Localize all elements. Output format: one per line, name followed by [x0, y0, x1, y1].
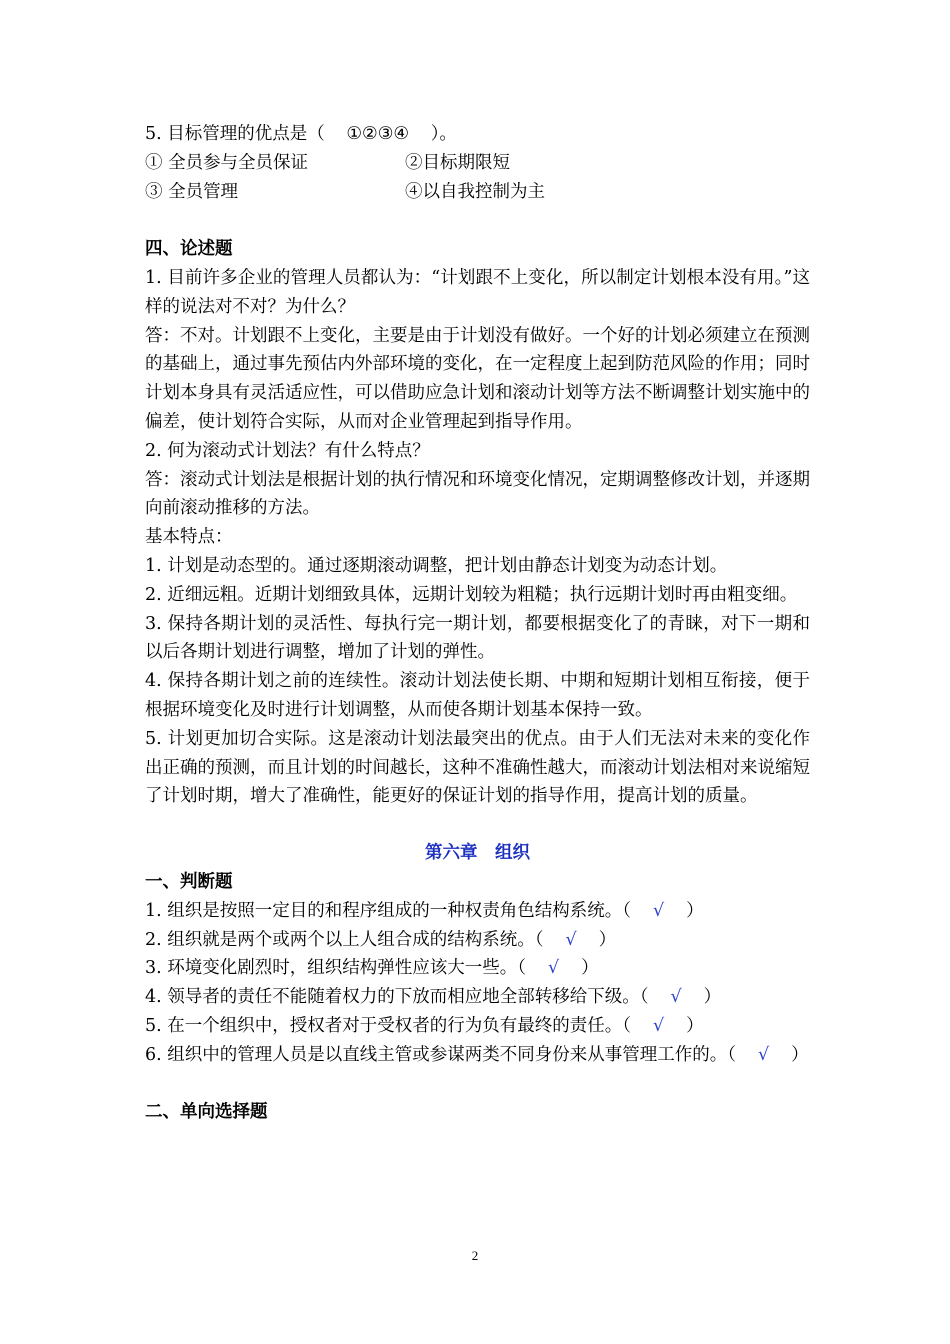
judgment-item	[145, 926, 810, 955]
page-number: 2	[471, 1248, 479, 1263]
section-4-title: 四、论述题	[145, 239, 233, 260]
check-mark-icon: √	[653, 900, 665, 921]
judgment-close: ）	[686, 900, 704, 921]
page-content	[145, 120, 810, 1127]
judgment-close: ）	[791, 1044, 809, 1065]
option-2: ②目标期限短	[405, 152, 510, 173]
essay-question-1: 1. 目前许多企业的管理人员都认为：“计划跟不上变化，所以制定计划根本没有用。”这样的说法对不对？为什么？	[145, 267, 810, 317]
question-5-answer: ①②③④	[346, 124, 410, 144]
judgment-item	[145, 897, 810, 926]
question-5-close: ）。	[430, 124, 457, 144]
feature-3: 3. 保持各期计划的灵活性、每执行完一期计划，都要根据变化了的青睐，对下一期和以后各期计划进行调整，增加了计划的弹性。	[145, 613, 810, 663]
check-mark-icon: √	[565, 929, 577, 950]
judgment-item	[145, 954, 810, 983]
chapter-title: 第六章 组织	[425, 843, 530, 864]
judgment-close: ）	[703, 987, 722, 1008]
feature-1: 1. 计划是动态型的。通过逐期滚动调整，把计划由静态计划变为动态计划。	[145, 555, 728, 576]
judgment-close: ）	[686, 1015, 704, 1036]
judgment-close: ）	[598, 929, 617, 950]
options-row-1	[145, 149, 810, 178]
section-1-title: 一、判断题	[145, 871, 233, 892]
feature-2: 2. 近细远粗。近期计划细致具体，远期计划较为粗糙；执行远期计划时再由粗变细。	[145, 584, 798, 605]
section-2-title: 二、单向选择题	[145, 1102, 268, 1123]
option-1: ① 全员参与全员保证	[145, 152, 309, 173]
options-row-2	[145, 178, 810, 207]
check-mark-icon: √	[758, 1044, 770, 1065]
judgment-item	[145, 983, 810, 1012]
feature-5: 5. 计划更加切合实际。这是滚动计划法最突出的优点。由于人们无法对未来的变化作出正确的预测，而且计划的时间越长，这种不准确性越大，而滚动计划法相对来说缩短了计划时期，增大了准确性，能更好的保证计划的指导作用，提高计划的质量。	[145, 728, 810, 807]
check-mark-icon: √	[670, 987, 682, 1008]
judgment-text: 4. 领导者的责任不能随着权力的下放而相应地全部转移给下级。（	[145, 987, 649, 1008]
option-4: ④以自我控制为主	[405, 181, 545, 202]
essay-question-2: 2. 何为滚动式计划法？有什么特点？	[145, 440, 430, 461]
judgment-text: 1. 组织是按照一定目的和程序组成的一种权责角色结构系统。（	[145, 900, 632, 921]
feature-4: 4. 保持各期计划之前的连续性。滚动计划法使长期、中期和短期计划相互衔接，便于根据环境变化及时进行计划调整，从而使各期计划基本保持一致。	[145, 671, 810, 720]
essay-answer-1: 答：不对。计划跟不上变化，主要是由于计划没有做好。一个好的计划必须建立在预测的基础上，通过事先预估内外部环境的变化，在一定程度上起到防范风险的作用；同时计划本身具有灵活适应性，可以借助应急计划和滚动计划等方法不断调整计划实施中的偏差，使计划符合实际，从而对企业管理起到指导作用。	[145, 325, 810, 432]
features-title: 基本特点：	[145, 527, 233, 548]
option-3: ③ 全员管理	[145, 181, 239, 202]
essay-answer-2: 答：滚动式计划法是根据计划的执行情况和环境变化情况，定期调整修改计划，并逐期向前滚动推移的方法。	[145, 469, 810, 519]
question-5	[145, 120, 810, 149]
judgment-item-6	[145, 1041, 810, 1070]
judgment-text: 2. 组织就是两个或两个以上人组合成的结构系统。（	[145, 929, 544, 950]
question-5-stem: 5. 目标管理的优点是（	[145, 124, 325, 144]
judgment-text: 6. 组织中的管理人员是以直线主管或参谋两类不同身份来从事管理工作的。（	[145, 1044, 737, 1065]
judgment-text: 3. 环境变化剧烈时，组织结构弹性应该大一些。（	[145, 958, 527, 979]
check-mark-icon: √	[653, 1015, 665, 1036]
judgment-close: ）	[581, 958, 599, 979]
judgment-text: 5. 在一个组织中，授权者对于受权者的行为负有最终的责任。（	[145, 1015, 632, 1036]
check-mark-icon: √	[548, 958, 560, 979]
judgment-item	[145, 1012, 810, 1041]
